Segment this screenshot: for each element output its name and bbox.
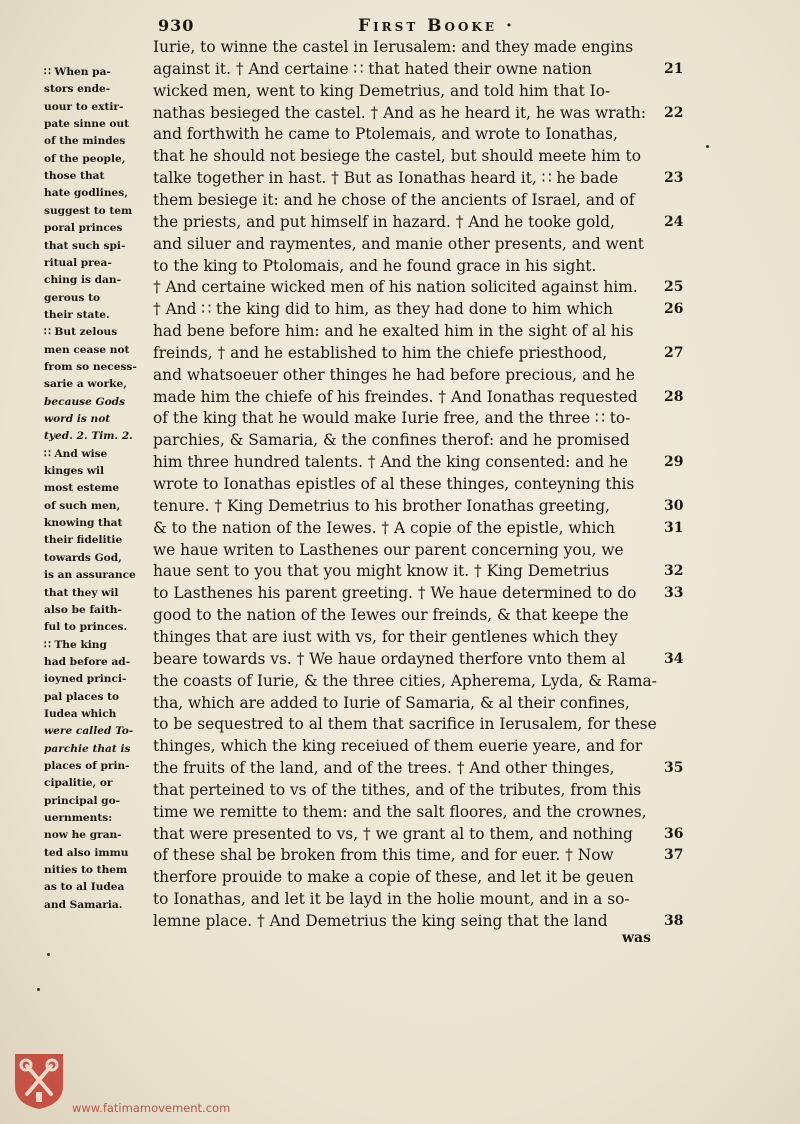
margin-note-line: ∷ But zelous [44, 326, 118, 339]
margin-note-line: as to al Iudea [44, 881, 125, 894]
margin-note-line: men cease not [44, 343, 130, 356]
text-line: had bene before him: and he exalted him in the sight of al his [153, 322, 634, 341]
text-line: of these shal be broken from this time, and for euer. † Now [153, 846, 614, 865]
margin-note-line: also be faith- [44, 603, 122, 616]
margin-note-line: ted also immu [44, 846, 129, 859]
text-line: to be sequestred to al them that sacrifice in Ierusalem, for these [153, 715, 657, 734]
margin-note-line: poral princes [44, 222, 123, 235]
text-line: the fruits of the land, and of the trees. † And other thinges, [153, 759, 615, 778]
text-line: tha, which are added to Iurie of Samaria, & al their confines, [153, 693, 630, 712]
text-line: freinds, † and he established to him the chiefe priesthood, [153, 343, 608, 362]
text-line: parchies, & Samaria, & the confines therof: and he promised [153, 431, 630, 450]
margin-note-line: places of prin- [44, 760, 130, 772]
text-line: talke together in hast. † But as Ionathas heard it, ∷ he bade [153, 169, 619, 188]
margin-note-line: hate godlines, [44, 187, 128, 200]
ink-speck [37, 988, 40, 991]
text-line: him three hundred talents. † And the king consented: and he [153, 453, 629, 472]
verse-number: 22 [664, 104, 684, 121]
text-line: we haue writen to Lasthenes our parent concerning you, we [153, 540, 624, 559]
verse-number: 32 [664, 563, 684, 580]
verse-number: 31 [664, 519, 684, 536]
verse-number: 21 [664, 60, 684, 77]
verse-number: 30 [664, 497, 684, 514]
text-line: that were presented to vs, † we grant al to them, and nothing [153, 824, 633, 843]
text-line: † And ∷ the king did to him, as they had done to him which [153, 300, 613, 319]
text-line: thinges that are iust with vs, for their gentlenes which they [153, 627, 618, 646]
margin-note-line: and Samaria. [44, 898, 123, 911]
margin-note-line: because Gods [44, 395, 126, 408]
text-line: made him the chiefe of his freindes. † And Ionathas requested [153, 387, 638, 406]
margin-note-line: suggest to tem [44, 204, 133, 217]
text-line: therfore prouide to make a copie of these, and let it be geuen [153, 868, 634, 887]
margin-note-line: Iudea which [44, 707, 117, 720]
margin-note-line: were called To- [44, 725, 134, 738]
margin-note-line: uernments: [44, 812, 113, 825]
margin-note-line: towards God, [44, 551, 122, 564]
margin-note-line: that they wil [44, 586, 119, 599]
ink-speck [47, 953, 50, 956]
margin-note-line: cipalitie, or [44, 777, 113, 790]
text-line: to Ionathas, and let it be layd in the holie mount, and in a so- [153, 890, 630, 909]
margin-note-line: their state. [44, 308, 110, 321]
margin-note-line: their fidelitie [44, 534, 123, 547]
text-line: to Lasthenes his parent greeting. † We haue determined to do [153, 584, 637, 603]
margin-note-line: ful to princes. [44, 621, 128, 634]
margin-note-line: ching is dan- [44, 274, 122, 287]
margin-note-line: knowing that [44, 517, 123, 530]
margin-note-line: word is not [44, 413, 111, 425]
verse-number: 34 [664, 650, 684, 667]
website-credit[interactable]: www.fatimamovement.com [72, 1101, 231, 1115]
text-line: wicked men, went to king Demetrius, and told him that Io- [153, 81, 611, 100]
margin-note-line: most esteme [44, 482, 120, 495]
margin-note-line: tyed. 2. Tim. 2. [44, 430, 133, 443]
text-line: against it. † And certaine ∷ that hated their owne nation [153, 59, 592, 78]
papal-keys-seal-icon [13, 1052, 65, 1110]
text-line: that perteined to vs of the tithes, and of the tributes, from this [153, 780, 642, 799]
catchword: was [622, 930, 652, 946]
verse-number: 35 [664, 760, 684, 777]
margin-note-line: principal go- [44, 794, 121, 807]
text-line: and forthwith he came to Ptolemais, and wrote to Ionathas, [153, 125, 618, 144]
text-line: tenure. † King Demetrius to his brother Ionathas greeting, [153, 496, 610, 515]
text-line: nathas besieged the castel. † And as he heard it, he was wrath: [153, 103, 647, 122]
margin-note-line: of such men, [44, 499, 121, 512]
text-line: † And certaine wicked men of his nation solicited against him. [153, 278, 638, 297]
verse-number: 33 [664, 585, 684, 602]
text-line: good to the nation of the Iewes our freinds, & that keepe the [153, 606, 629, 625]
margin-note-line: of the people, [44, 152, 126, 165]
text-line: of the king that he would make Iurie free, and the three ∷ to- [153, 409, 631, 428]
text-line: wrote to Ionathas epistles of al these thinges, conteyning this [153, 475, 635, 493]
margin-note-line: of the mindes [44, 135, 126, 148]
text-line: lemne place. † And Demetrius the king seing that the land [153, 912, 608, 930]
margin-note-line: ritual prea- [44, 256, 112, 269]
margin-note-line: uour to extir- [44, 100, 124, 113]
text-line: time we remitte to them: and the salt floores, and the crownes, [153, 802, 647, 821]
margin-note-line: nities to them [44, 864, 128, 877]
verse-number: 27 [664, 344, 684, 361]
margin-note-line: stors ende- [44, 83, 111, 96]
margin-note-line: gerous to [44, 291, 101, 304]
margin-note-line: ∷ And wise [44, 447, 108, 460]
verse-number: 23 [664, 170, 684, 187]
text-line: and siluer and raymentes, and manie other presents, and went [153, 234, 644, 253]
margin-note-line: ioyned princi- [44, 673, 127, 686]
margin-note-line: kinges wil [44, 465, 105, 478]
text-line: that he should not besiege the castel, but should meete him to [153, 147, 641, 166]
margin-note-line: that such spi- [44, 239, 126, 252]
verse-number: 29 [664, 454, 684, 471]
margin-note-line: ∷ When pa- [44, 66, 111, 78]
verse-number: 24 [664, 213, 684, 230]
text-line: & to the nation of the Iewes. † A copie of the epistle, which [153, 518, 615, 537]
page-number: 930 [158, 16, 195, 35]
margin-note-line: is an assurance [44, 569, 136, 582]
margin-note-line: now he gran- [44, 829, 122, 842]
margin-note-line: had before ad- [44, 655, 131, 668]
margin-note-line: ∷ The king [44, 638, 107, 651]
verse-number: 37 [664, 847, 684, 864]
verse-number: 28 [664, 388, 684, 405]
ink-speck [706, 145, 709, 148]
text-line: the priests, and put himself in hazard. † And he tooke gold, [153, 212, 615, 231]
margin-note-line: pate sinne out [44, 118, 130, 131]
text-line: the coasts of Iurie, & the three cities, Apherema, Lyda, & Rama- [153, 671, 657, 690]
margin-note-line: those that [44, 170, 105, 183]
text-line: haue sent to you that you might know it. † King Demetrius [153, 562, 610, 581]
margin-note-line: parchie that is [44, 742, 131, 755]
margin-note-line: from so necess- [44, 360, 137, 373]
verse-number: 36 [664, 825, 684, 842]
verse-number: 25 [664, 279, 684, 296]
margin-note-line: pal places to [44, 690, 120, 703]
text-line: and whatsoeuer other thinges he had before precious, and he [153, 365, 635, 384]
running-title: First Booke · [358, 16, 515, 36]
text-line: to the king to Ptolomais, and he found grace in his sight. [153, 256, 597, 275]
text-line: Iurie, to winne the castel in Ierusalem: and they made engins [153, 38, 634, 56]
margin-note-line: sarie a worke, [44, 378, 127, 391]
text-line: thinges, which the king receiued of them euerie yeare, and for [153, 737, 643, 756]
verse-number: 38 [664, 913, 684, 929]
verse-number: 26 [664, 301, 684, 318]
text-line: beare towards vs. † We haue ordayned therfore vnto them al [153, 649, 626, 668]
text-line: them besiege it: and he chose of the ancients of Israel, and of [153, 190, 635, 209]
